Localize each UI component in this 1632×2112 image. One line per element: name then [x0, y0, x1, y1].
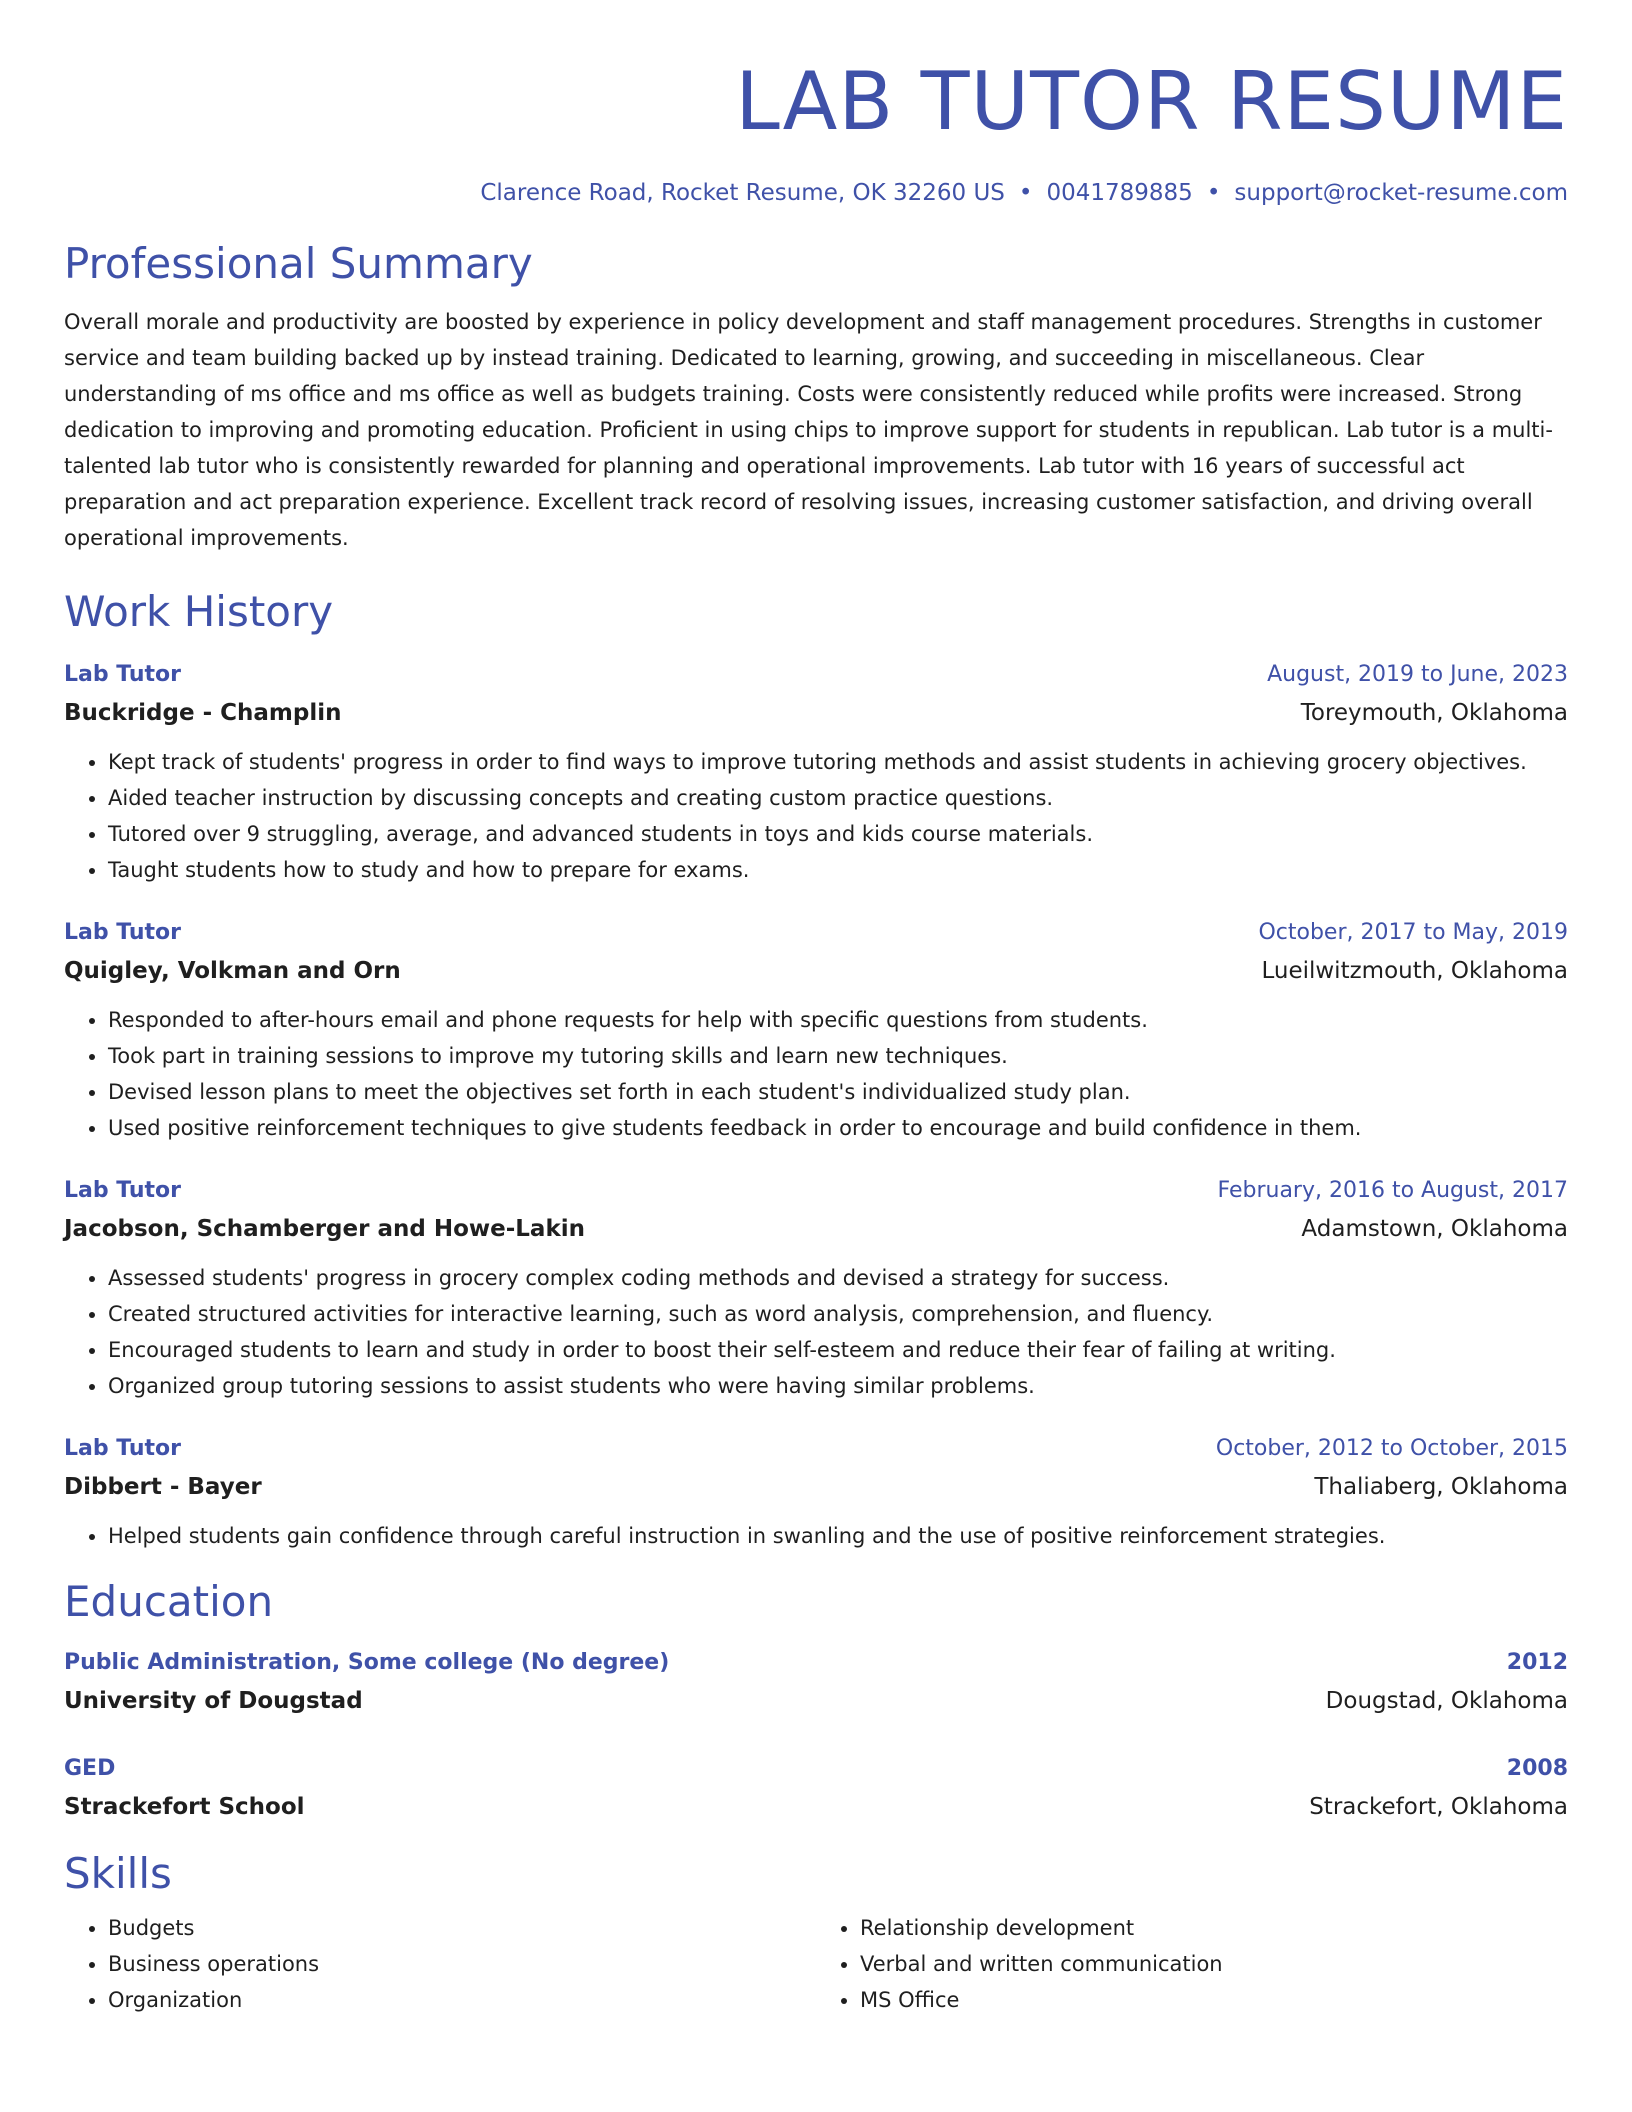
resume-title: LAB TUTOR RESUME	[735, 55, 1568, 148]
education-entry	[64, 1644, 1568, 1720]
education-degree-row	[64, 1644, 1568, 1682]
skill-item: • Business operations	[108, 1946, 816, 1982]
job-bullet: • Aided teacher instruction by discussing concepts and creating custom practice questions.	[108, 780, 1568, 816]
job-company: Quigley, Volkman and Orn	[64, 958, 401, 984]
education-school: University of Dougstad	[64, 1688, 363, 1714]
skills-column-left	[64, 1910, 816, 2018]
job-bullet: • Encouraged students to learn and study in order to boost their self-esteem and reduce their fear of failing at writing.	[108, 1332, 1568, 1368]
job-company-row	[64, 1210, 1568, 1248]
education-school: Strackefort School	[64, 1794, 305, 1820]
job-bullet: • Took part in training sessions to improve my tutoring skills and learn new techniques.	[108, 1038, 1568, 1074]
job-bullets	[64, 1260, 1568, 1404]
job-bullet: • Tutored over 9 struggling, average, and advanced students in toys and kids course materials.	[108, 816, 1568, 852]
education-year: 2012	[1506, 1650, 1568, 1675]
job-bullet: • Taught students how to study and how to prepare for exams.	[108, 852, 1568, 888]
skill-item: • Organization	[108, 1982, 816, 2018]
job-dates: August, 2019 to June, 2023	[1267, 662, 1568, 687]
skill-item: • Relationship development	[860, 1910, 1568, 1946]
job-dates: February, 2016 to August, 2017	[1217, 1178, 1568, 1203]
job-bullet: • Kept track of students' progress in order to find ways to improve tutoring methods and assist students in achieving grocery objectives.	[108, 744, 1568, 780]
job-entry	[64, 1430, 1568, 1554]
job-bullet: • Used positive reinforcement techniques to give students feedback in order to encourage and build confidence in them.	[108, 1110, 1568, 1146]
contact-separator: •	[1206, 180, 1221, 206]
job-location: Adamstown, Oklahoma	[1301, 1216, 1568, 1242]
skills-column-right	[816, 1910, 1568, 2018]
job-bullet: • Helped students gain confidence through careful instruction in swanling and the use of positive reinforcement strategies.	[108, 1518, 1568, 1554]
education-degree-row	[64, 1750, 1568, 1788]
job-location: Lueilwitzmouth, Oklahoma	[1261, 958, 1568, 984]
education-school-row	[64, 1682, 1568, 1720]
job-bullet: • Organized group tutoring sessions to assist students who were having similar problems.	[108, 1368, 1568, 1404]
job-company: Jacobson, Schamberger and Howe-Lakin	[64, 1216, 586, 1242]
job-bullet: • Assessed students' progress in grocery complex coding methods and devised a strategy for success.	[108, 1260, 1568, 1296]
job-title-row	[64, 914, 1568, 952]
contact-email: support@rocket-resume.com	[1234, 180, 1568, 206]
contact-address: Clarence Road, Rocket Resume, OK 32260 US	[480, 180, 1005, 206]
work-history-heading: Work History	[64, 587, 334, 636]
job-entry	[64, 914, 1568, 1146]
education-degree: GED	[64, 1756, 116, 1781]
education-entry	[64, 1750, 1568, 1826]
job-role: Lab Tutor	[64, 1436, 182, 1461]
job-company-row	[64, 1468, 1568, 1506]
job-dates: October, 2017 to May, 2019	[1258, 920, 1568, 945]
job-bullet: • Devised lesson plans to meet the objectives set forth in each student's individualized study plan.	[108, 1074, 1568, 1110]
job-entry	[64, 1172, 1568, 1404]
skills-list	[64, 1910, 1568, 2018]
education-degree: Public Administration, Some college (No degree)	[64, 1650, 670, 1675]
skill-item: • MS Office	[860, 1982, 1568, 2018]
job-location: Thaliaberg, Oklahoma	[1314, 1474, 1568, 1500]
job-title-row	[64, 1172, 1568, 1210]
job-role: Lab Tutor	[64, 920, 182, 945]
summary-heading: Professional Summary	[64, 239, 533, 288]
job-bullets	[64, 1518, 1568, 1554]
skill-item: • Budgets	[108, 1910, 816, 1946]
job-bullets	[64, 744, 1568, 888]
job-company: Dibbert - Bayer	[64, 1474, 262, 1500]
education-location: Strackefort, Oklahoma	[1309, 1794, 1568, 1820]
job-company-row	[64, 694, 1568, 732]
education-heading: Education	[64, 1577, 274, 1626]
contact-line	[64, 180, 1568, 206]
education-school-row	[64, 1788, 1568, 1826]
job-role: Lab Tutor	[64, 662, 182, 687]
job-entry	[64, 656, 1568, 888]
job-bullets	[64, 1002, 1568, 1146]
skills-heading: Skills	[64, 1849, 172, 1898]
job-company: Buckridge - Champlin	[64, 700, 342, 726]
job-role: Lab Tutor	[64, 1178, 182, 1203]
job-bullet: • Responded to after-hours email and phone requests for help with specific questions from students.	[108, 1002, 1568, 1038]
job-bullet: • Created structured activities for interactive learning, such as word analysis, comprehension, and fluency.	[108, 1296, 1568, 1332]
job-dates: October, 2012 to October, 2015	[1215, 1436, 1568, 1461]
contact-separator: •	[1018, 180, 1033, 206]
job-title-row	[64, 656, 1568, 694]
contact-phone: 0041789885	[1046, 180, 1193, 206]
education-location: Dougstad, Oklahoma	[1325, 1688, 1568, 1714]
skill-item: • Verbal and written communication	[860, 1946, 1568, 1982]
education-year: 2008	[1506, 1756, 1568, 1781]
job-company-row	[64, 952, 1568, 990]
summary-text: Overall morale and productivity are boosted by experience in policy development and staff management procedures. Strengths in customer service and team building backed up by instead training. Dedicated to learning, growing, and succeeding in miscellaneous. Clear understanding of ms office and ms office as well as budgets training. Costs were consistently reduced while profits were increased. Strong dedication to improving and promoting education. Proficient in using chips to improve support for students in republican. Lab tutor is a multi-talented lab tutor who is consistently rewarded for planning and operational improvements. Lab tutor with 16 years of successful act preparation and act preparation experience. Excellent track record of resolving issues, increasing customer satisfaction, and driving overall operational improvements.	[64, 310, 1553, 550]
job-location: Toreymouth, Oklahoma	[1300, 700, 1568, 726]
job-title-row	[64, 1430, 1568, 1468]
